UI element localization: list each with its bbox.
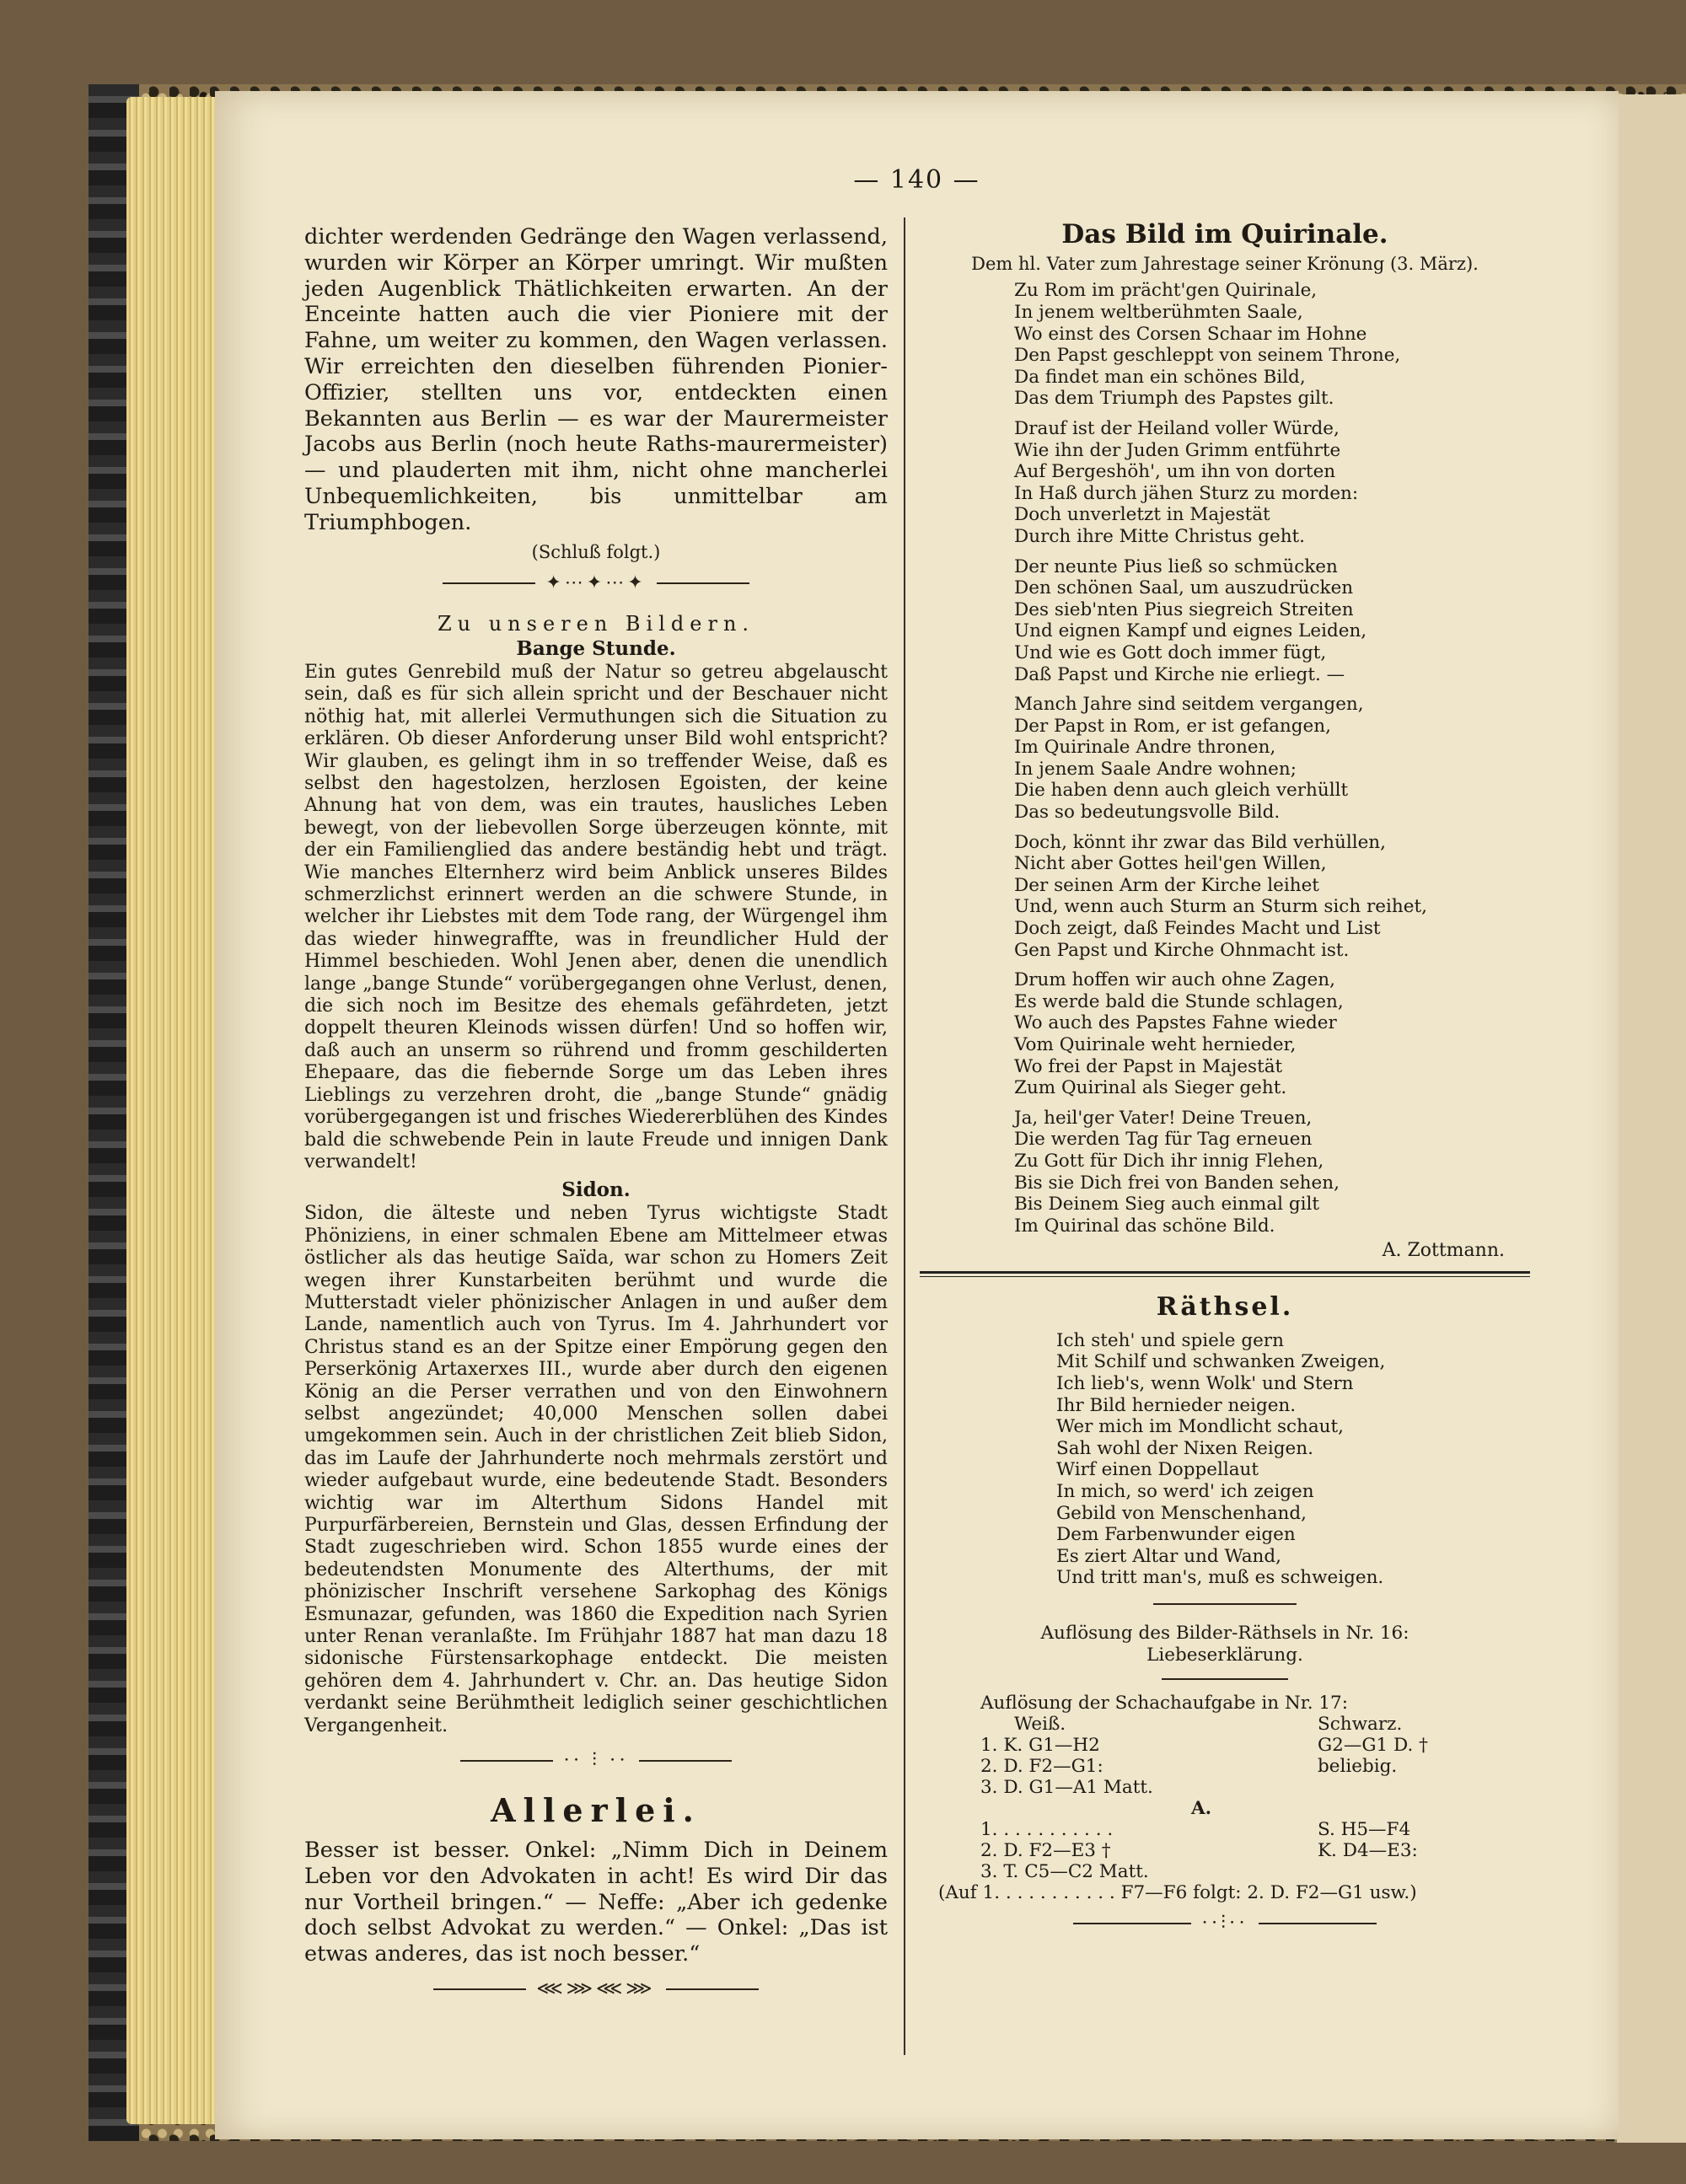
poem-line: Wie ihn der Juden Grimm entführte xyxy=(1014,439,1341,461)
poem-line: Bis sie Dich frei von Banden sehen, xyxy=(1014,1172,1340,1194)
poem-line: Ja, heil'ger Vater! Deine Treuen, xyxy=(1014,1107,1313,1129)
chess-variant-label-row xyxy=(980,1798,1495,1819)
chess-white-move: 3. D. G1—A1 Matt. xyxy=(980,1776,1153,1798)
chess-main-line xyxy=(980,1735,1495,1798)
ornament-glyph: ⋅⋅ ⫶ ⋅⋅ xyxy=(563,1750,629,1772)
poem-line: In jenem weltberühmten Saale, xyxy=(1014,302,1303,323)
chess-black-move: S. H5—F4 xyxy=(1318,1818,1411,1840)
chess-move-row xyxy=(980,1777,1495,1798)
page-number: — 140 — xyxy=(853,165,980,195)
poem-line: Doch unverletzt in Majestät xyxy=(1014,504,1270,526)
section-rule xyxy=(920,1271,1530,1274)
poem-line: Drauf ist der Heiland voller Würde, xyxy=(1014,417,1340,439)
poem-line: Die werden Tag für Tag erneuen xyxy=(1014,1129,1313,1151)
ornament-divider xyxy=(304,571,888,595)
chess-white-move: 2. D. F2—G1: xyxy=(980,1755,1103,1777)
ornament-divider xyxy=(930,1667,1520,1679)
chess-solution xyxy=(938,1692,1495,1903)
poem-line: Der Papst in Rom, er ist gefangen, xyxy=(1014,715,1331,737)
chess-black-move: K. D4—E3: xyxy=(1318,1839,1418,1861)
poem-line: Den Papst geschleppt von seinem Throne, xyxy=(1014,345,1401,367)
riddle-line: Mit Schilf und schwanken Zweigen, xyxy=(1056,1351,1386,1373)
ornament-divider xyxy=(930,1592,1520,1616)
riddle-line: Dem Farbenwunder eigen xyxy=(1056,1524,1296,1546)
chess-variant-label: A. xyxy=(1191,1797,1212,1819)
poem-line: Den schönen Saal, um auszudrücken xyxy=(1014,577,1354,599)
ornament-glyph: ⋅⋅⫶⋅⋅ xyxy=(1201,1912,1248,1934)
poem-line: In Haß durch jähen Sturz zu morden: xyxy=(1014,482,1359,504)
poem-stanza xyxy=(1014,1108,1520,1237)
allerlei-text: Besser ist besser. Onkel: „Nimm Dich in Deinem Leben vor den Advokaten in acht! Es wird Dir das nur Vortheil bringen.“ — Neffe: „Aber ich gedenke doch selbst Advokat zu werden.“ — Onkel: „Das ist etwas anderes, das ist noch besser.“ xyxy=(304,1838,888,1967)
riddle-line: Und tritt man's, muß es schweigen. xyxy=(1056,1567,1384,1589)
poem-line: Daß Papst und Kirche nie erliegt. — xyxy=(1014,663,1345,685)
chess-white-move: 2. D. F2—E3 † xyxy=(980,1839,1111,1861)
poem-stanza xyxy=(1014,418,1520,548)
poem-line: Nicht aber Gottes heil'gen Willen, xyxy=(1014,853,1327,875)
facing-page-edge xyxy=(1614,94,1686,2143)
chess-title: Auflösung der Schachaufgabe in Nr. 17: xyxy=(980,1692,1348,1714)
ornament-divider xyxy=(304,1749,888,1773)
poem-line: Zu Rom im prächt'gen Quirinale, xyxy=(1014,280,1318,302)
poem-line: In jenem Saale Andre wohnen; xyxy=(1014,758,1297,780)
poem xyxy=(1014,280,1520,1237)
poem-stanza xyxy=(1014,280,1520,410)
chess-black-move: G2—G1 D. † xyxy=(1318,1734,1428,1756)
chess-black-move: beliebig. xyxy=(1318,1755,1398,1777)
riddle-line: Wer mich im Mondlicht schaut, xyxy=(1056,1416,1345,1438)
poem-line: Die haben denn auch gleich verhüllt xyxy=(1014,780,1349,802)
poem-stanza xyxy=(1014,969,1520,1099)
poem-line: Doch, könnt ihr zwar das Bild verhüllen, xyxy=(1014,831,1386,853)
poem-line: Da findet man ein schönes Bild, xyxy=(1014,366,1306,388)
poem-line: Es werde bald die Stunde schlagen, xyxy=(1014,990,1344,1012)
section-title: Zu unseren Bildern. xyxy=(437,611,755,636)
poem-line: Auf Bergeshöh', um ihn von dorten xyxy=(1014,461,1336,483)
ornament-glyph: ✦⋯✦⋯✦ xyxy=(545,571,647,593)
chess-header-row xyxy=(980,1714,1495,1735)
poem-line: Und wie es Gott doch immer fügt, xyxy=(1014,641,1327,663)
poem-stanza xyxy=(1014,694,1520,824)
chess-move-row xyxy=(980,1819,1495,1840)
chess-move-row xyxy=(980,1840,1495,1861)
poem-line: Durch ihre Mitte Christus geht. xyxy=(1014,525,1306,547)
poem-title: Das Bild im Quirinale. xyxy=(1061,219,1388,250)
riddle-line: Wirf einen Doppellaut xyxy=(1056,1459,1259,1481)
left-column xyxy=(304,217,888,2001)
ornament-divider xyxy=(304,1977,888,2001)
poem-line: Vom Quirinale weht hernieder, xyxy=(1014,1034,1297,1055)
bange-stunde-text: Ein gutes Genrebild muß der Natur so getreu abgelauscht sein, daß es für sich allein spricht und der Beschauer nicht nöthig hat, mit allerlei Vermuthungen sich die Situation zu erklären. Ob dieser Anforderung unser Bild wohl entspricht? Wir glauben, es gelingt ihm in so treffender Weise, daß es selbst den hagestolzen, herzlosen Egoisten, der keine Ahnung hat von dem, was ein trautes, hausliches Leben bewegt, von der liebevollen Sorge überzeugen könnte, mit der ein Familienglied das andere beständig hebt und trägt. Wie manches Elternherz wird beim Anblick unseres Bildes schmerzlichst erinnert werden an die schwere Stunde, in welcher ihr Liebstes mit dem Tode rang, der Würgengel ihm das wieder hinwegraffte, was in freundlicher Huld der Himmel beschieden. Wohl Jenen aber, denen die unendlich lange „bange Stunde“ vorübergegangen ohne Verlust, denen, die sich noch im Besitze des ehemals gefährdeten, jetzt doppelt theuren Kleinods wissen dürfen! Und so hoffen wir, daß auch an unserm so rührend und fromm geschilderten Ehepaare, das die fiebernde Sorge um das Leben ihres Lieblings zu verzehren droht, die „bange Stunde“ gnädig vorübergegangen ist und frisches Wiedererblühen des Kindes bald die schwebende Pein in laute Freude und innigen Dank verwandelt! xyxy=(304,661,888,1172)
right-column xyxy=(930,217,1520,1935)
poem-line: Und eignen Kampf und eignes Leiden, xyxy=(1014,620,1367,642)
riddle-line: Ihr Bild hernieder neigen. xyxy=(1056,1394,1297,1416)
chess-move-row xyxy=(980,1756,1495,1777)
chess-note: (Auf 1. . . . . . . . . . . F7—F6 folgt: 2. D. F2—G1 usw.) xyxy=(938,1881,1417,1903)
poem-line: Doch zeigt, daß Feindes Macht und List xyxy=(1014,918,1381,940)
picture-riddle-solution-label: Auflösung des Bilder-Räthsels in Nr. 16: xyxy=(1040,1622,1409,1644)
chess-white-move: 1. K. G1—H2 xyxy=(980,1734,1100,1756)
poem-line: Der neunte Pius ließ so schmücken xyxy=(1014,555,1338,577)
chess-white-move: 3. T. C5—C2 Matt. xyxy=(980,1860,1149,1882)
riddle xyxy=(1056,1330,1520,1589)
sidon-text: Sidon, die älteste und neben Tyrus wichtigste Stadt Phöniziens, in einer schmalen Ebene am Mittelmeer etwas östlicher als das heutige Saïda, war schon zu Homers Zeit wegen ihrer Kunstarbeiten berühmt und wurde die Mutterstadt vieler phönizischer Anlagen in und außer dem Lande, namentlich auch von Tyrus. Im 4. Jahrhundert vor Christus stand es an der Spitze einer Empörung gegen den Perserkönig Artaxerxes III., wurde aber durch den eigenen König an die Perser verrathen und von den Einwohnern selbst angezündet; 40,000 Menschen sollen dabei umgekommen sein. Auch in der christlichen Zeit blieb Sidon, das im Laufe der Jahrhunderte noch mehrmals zerstört und wieder aufgebaut wurde, eine bedeutende Stadt. Besonders wichtig war im Alterthum Sidons Handel mit Purpurfärbereien, Bernstein und Glas, dessen Erfindung der Stadt zugeschrieben wird. Schon 1855 wurde eines der bedeutendsten Monumente des Alterthums, der mit phönizischer Inschrift versehene Sarkophag des Königs Esmunazar, gefunden, was 1860 die Expedition nach Syrien unter Renan veranlaßte. Im Frühjahr 1887 hat man dazu 18 sidonische Fürstensarkophage entdeckt. Die meisten gehören dem 4. Jahrhundert v. Chr. an. Das heutige Sidon verdankt seine Berühmtheit lediglich seiner geschichtlichen Vergangenheit. xyxy=(304,1203,888,1736)
riddle-line: Ich steh' und spiele gern xyxy=(1056,1329,1284,1351)
riddle-line: Gebild von Menschenhand, xyxy=(1056,1502,1307,1524)
poem-line: Bis Deinem Sieg auch einmal gilt xyxy=(1014,1194,1320,1215)
chess-variant-line xyxy=(980,1819,1495,1882)
allerlei-title: Allerlei. xyxy=(491,1791,701,1830)
poem-line: Des sieb'nten Pius siegreich Streiten xyxy=(1014,598,1354,620)
subtitle-bange-stunde: Bange Stunde. xyxy=(516,636,676,660)
poem-line: Das so bedeutungsvolle Bild. xyxy=(1014,802,1281,824)
poem-line: Manch Jahre sind seitdem vergangen, xyxy=(1014,694,1364,716)
picture-riddle-solution: Liebeserklärung. xyxy=(1146,1645,1303,1666)
section-rule-thin xyxy=(920,1276,1530,1277)
poem-line: Im Quirinale Andre thronen, xyxy=(1014,737,1276,759)
poem-line: Wo auch des Papstes Fahne wieder xyxy=(1014,1012,1337,1034)
poem-line: Wo einst des Corsen Schaar im Hohne xyxy=(1014,323,1367,345)
poem-line: Und, wenn auch Sturm an Sturm sich reihet, xyxy=(1014,896,1427,918)
poem-line: Zum Quirinal als Sieger geht. xyxy=(1014,1077,1287,1099)
chess-move-row xyxy=(980,1735,1495,1756)
riddle-line: In mich, so werd' ich zeigen xyxy=(1056,1480,1314,1502)
poem-dedication: Dem hl. Vater zum Jahrestage seiner Krönung (3. März). xyxy=(971,254,1479,274)
ornament-divider xyxy=(930,1912,1520,1935)
poem-stanza xyxy=(1014,832,1520,962)
poem-line: Der seinen Arm der Kirche leihet xyxy=(1014,874,1319,896)
poem-line: Gen Papst und Kirche Ohnmacht ist. xyxy=(1014,939,1350,961)
subtitle-sidon: Sidon. xyxy=(561,1178,631,1202)
ornament-glyph: ⋘⋙⋘⋙ xyxy=(536,1978,656,2000)
riddle-line: Sah wohl der Nixen Reigen. xyxy=(1056,1437,1313,1459)
poem-line: Im Quirinal das schöne Bild. xyxy=(1014,1215,1275,1237)
intro-article-text: dichter werdenden Gedränge den Wagen verlassend, wurden wir Körper an Körper umringt. Wir mußten jeden Augenblick Thätlichkeiten erwarten. An der Enceinte hatten auch die vier Pioniere mit der Fahne, um weiter zu kommen, den Wagen verlassen. Wir erreichten den dieselben führenden Pionier-Offizier, stellten uns vor, entdeckten einen Bekannten aus Berlin — es war der Maurermeister Jacobs aus Berlin (noch heute Raths-maurermeister) — und plauderten mit ihm, nicht ohne mancherlei Unbequemlichkeiten, bis unmittelbar am Triumphbogen. xyxy=(304,224,888,535)
poem-line: Wo frei der Papst in Majestät xyxy=(1014,1055,1283,1077)
to-be-continued: (Schluß folgt.) xyxy=(531,541,661,562)
chess-move-row xyxy=(980,1861,1495,1882)
poem-line: Das dem Triumph des Papstes gilt. xyxy=(1014,388,1334,410)
riddle-line: Ich lieb's, wenn Wolk' und Stern xyxy=(1056,1372,1354,1394)
chess-white-label: Weiß. xyxy=(1014,1713,1066,1735)
newspaper-page xyxy=(215,91,1619,2139)
poem-line: Zu Gott für Dich ihr innig Flehen, xyxy=(1014,1150,1324,1172)
poem-author: A. Zottmann. xyxy=(1382,1240,1505,1262)
chess-white-move: 1. . . . . . . . . . . xyxy=(980,1818,1114,1840)
chess-black-label: Schwarz. xyxy=(1318,1713,1403,1735)
page-edges xyxy=(126,97,223,2124)
riddle-line: Es ziert Altar und Wand, xyxy=(1056,1545,1281,1567)
poem-line: Drum hoffen wir auch ohne Zagen, xyxy=(1014,969,1335,991)
poem-stanza xyxy=(1014,556,1520,686)
column-divider xyxy=(904,217,905,2055)
riddle-title: Räthsel. xyxy=(1156,1291,1294,1322)
